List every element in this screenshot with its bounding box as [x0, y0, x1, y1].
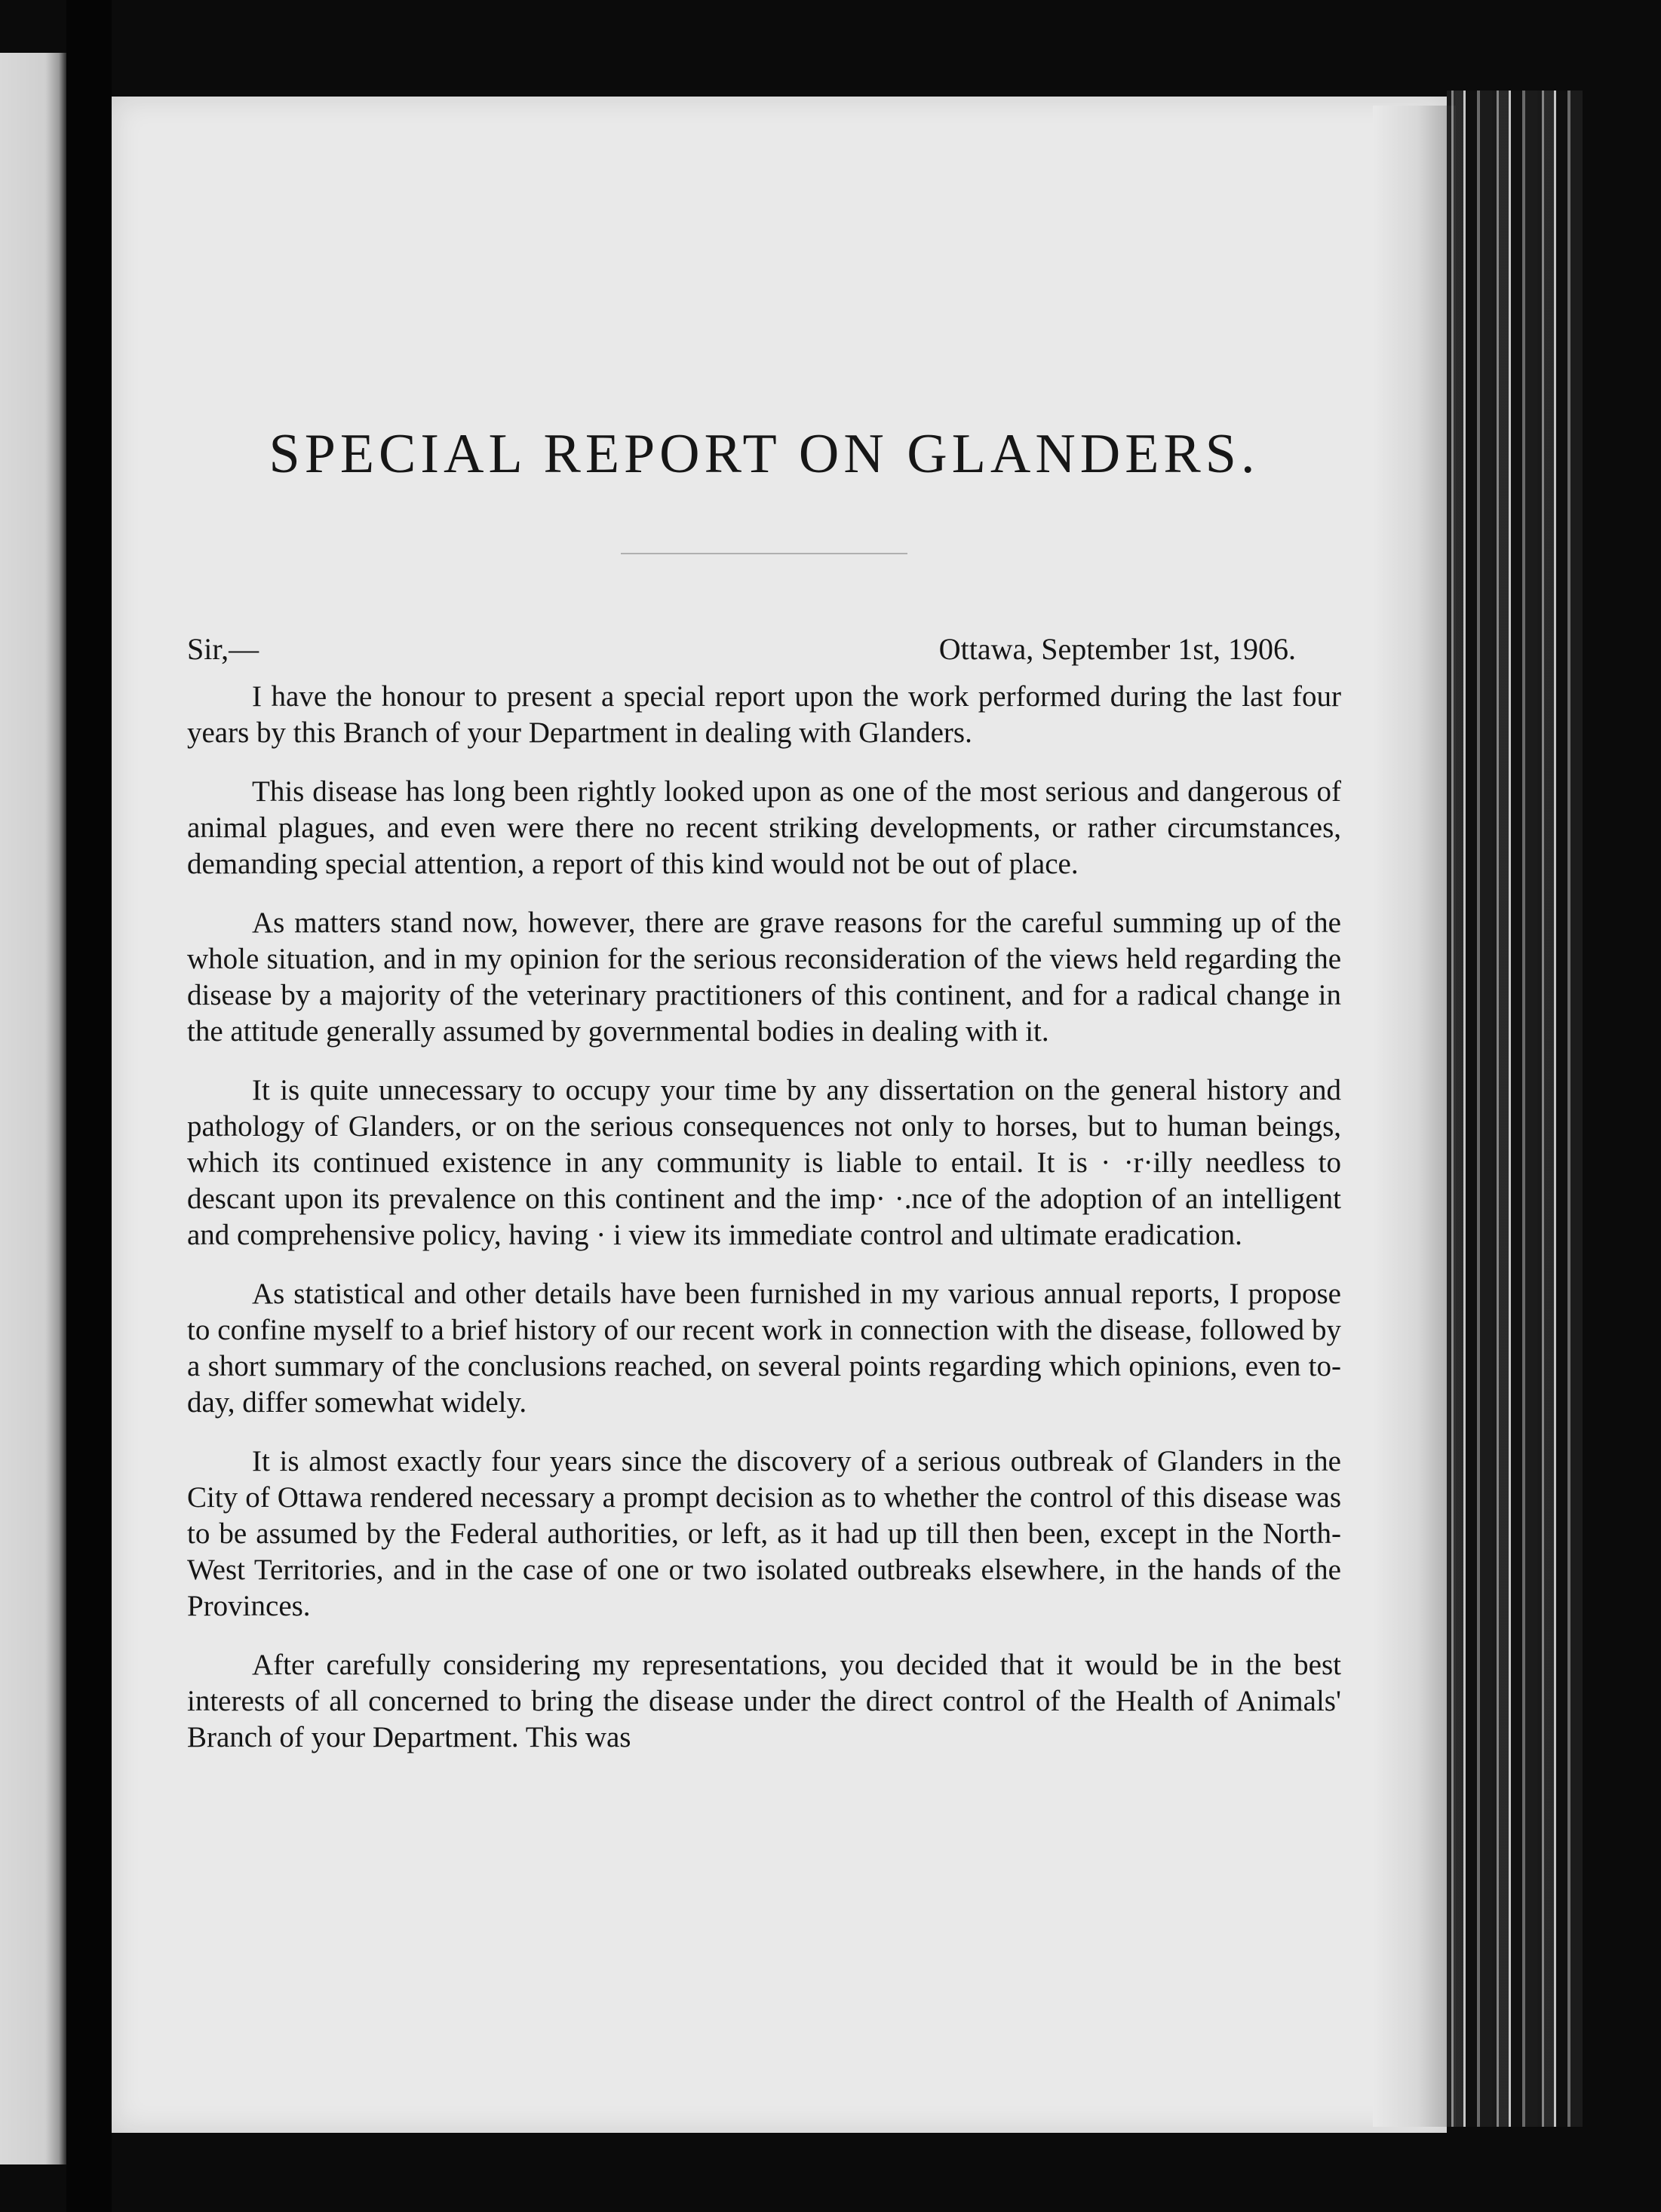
paragraph-2: This disease has long been rightly looked upon as one of the most serious and dangerous of animal plagues, and even were there no recent striking developments, or rather circumstances, demanding special attention, a report of this kind would not be out of place. [187, 775, 1341, 880]
left-page-edge [0, 53, 66, 2164]
report-title: SPECIAL REPORT ON GLANDERS. [269, 423, 1260, 485]
book-page-edges [1447, 91, 1583, 2127]
salutation: Sir,— [187, 632, 259, 666]
book-gutter [66, 0, 112, 2212]
page-curl-shadow [1373, 106, 1456, 2127]
title-rule [621, 553, 907, 554]
report-content [187, 422, 1341, 1756]
paragraph-4: It is quite unnecessary to occupy your time by any dissertation on the general history and pathology of Glanders, or on the serious consequences not only to horses, but to human beings, which its continued existence in any community is liable to entail. It is · ·r·illy needless to descant upon its prevalence on this continent and the imp· ·.nce of the adoption of an intelligent and comprehensive policy, having · i view its immediate control and ultimate eradication. [187, 1074, 1341, 1251]
paragraph-7: After carefully considering my representations, you decided that it would be in the best interests of all concerned to bring the disease under the direct control of the Health of Animals' Branch of your Department. This was [187, 1649, 1341, 1753]
paragraph-1: I have the honour to present a special report upon the work performed during the last four years by this Branch of your Department in dealing with Glanders. [187, 680, 1341, 749]
paragraph-6: It is almost exactly four years since the discovery of a serious outbreak of Glanders in the City of Ottawa rendered necessary a prompt decision as to whether the control of this disease was to be assumed by the Federal authorities, or left, as it had up till then been, except in the North-West Territories, and in the case of one or two isolated outbreaks elsewhere, in the hands of the Provinces. [187, 1445, 1341, 1622]
paragraph-3: As matters stand now, however, there are grave reasons for the careful summing up of the whole situation, and in my opinion for the serious reconsideration of the views held regarding the disease by a majority of the veterinary practitioners of this continent, and for a radical change in the attitude generally assumed by governmental bodies in dealing with it. [187, 907, 1341, 1048]
letter-header [187, 631, 1341, 667]
dateline: Ottawa, September 1st, 1906. [938, 632, 1296, 666]
paragraph-5: As statistical and other details have been furnished in my various annual reports, I propose to confine myself to a brief history of our recent work in connection with the disease, followed by a short summary of the conclusions reached, on several points regarding which opinions, even to-day, differ somewhat widely. [187, 1278, 1341, 1419]
